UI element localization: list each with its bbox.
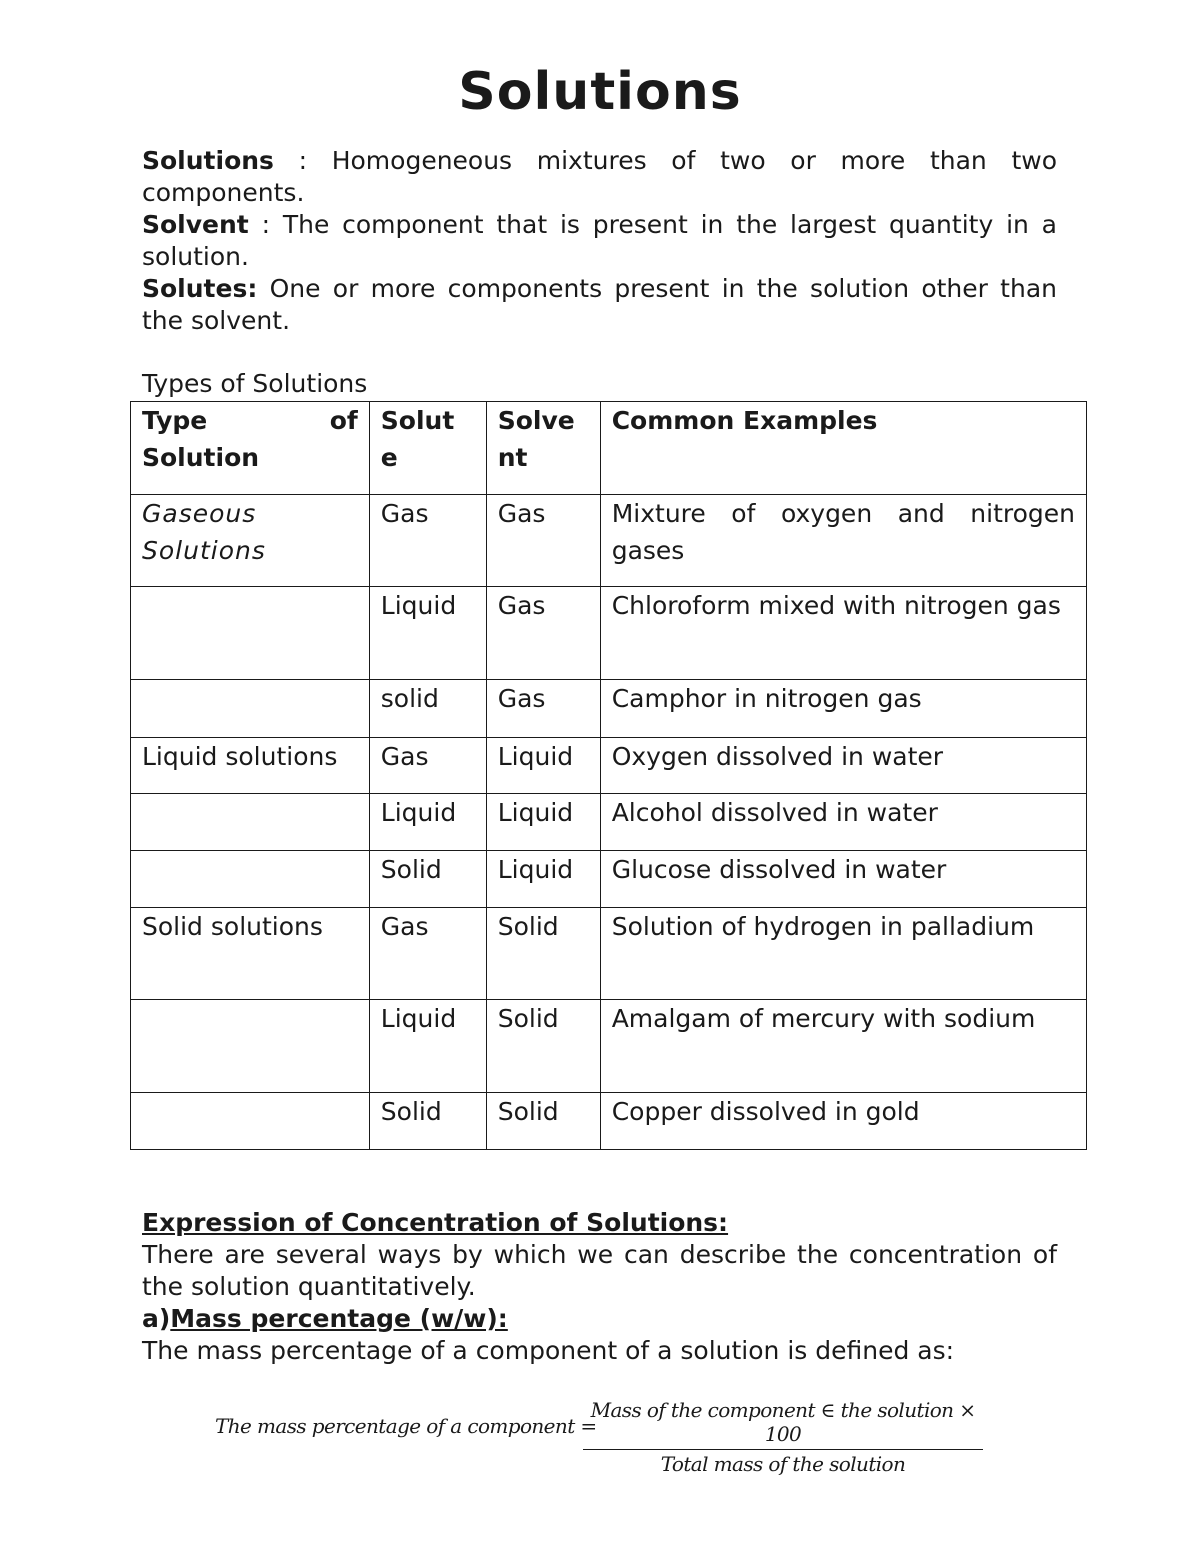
cell-example: Solution of hydrogen in palladium (600, 908, 1086, 1000)
cell-solute: Gas (369, 738, 486, 794)
cell-example: Copper dissolved in gold (600, 1093, 1086, 1150)
table-row (131, 680, 1087, 738)
cell-example: Camphor in nitrogen gas (600, 680, 1086, 738)
table-row (131, 908, 1087, 1000)
mass-percentage-heading (142, 1303, 1057, 1335)
formula-numerator: Mass of the component ∈ the solution × 100 (583, 1398, 983, 1450)
table-row (131, 851, 1087, 908)
cell-type (131, 680, 370, 738)
table-row (131, 1000, 1087, 1093)
cell-solute: Solid (369, 851, 486, 908)
cell-solvent: Gas (486, 680, 600, 738)
cell-solute: Liquid (369, 587, 486, 680)
definition-text: One or more components present in the solution other than the solvent. (142, 274, 1057, 335)
cell-type: Liquid solutions (131, 738, 370, 794)
table-row (131, 1093, 1087, 1150)
cell-solvent: Solid (486, 908, 600, 1000)
definition-text: Homogeneous mixtures of two or more than two components. (142, 146, 1057, 207)
definition-solutions (142, 145, 1057, 209)
cell-type (131, 851, 370, 908)
cell-solvent: Liquid (486, 794, 600, 851)
definitions (142, 145, 1057, 337)
header-solvent: Solve nt (486, 402, 600, 495)
cell-solute: Solid (369, 1093, 486, 1150)
header-solution-word: Solution (142, 443, 260, 472)
table-row (131, 794, 1087, 851)
cell-solute: Liquid (369, 1000, 486, 1093)
formula-denominator: Total mass of the solution (660, 1452, 906, 1476)
header-type-word: Type (142, 406, 208, 435)
cell-example: Alcohol dissolved in water (600, 794, 1086, 851)
mass-percentage-formula (215, 1398, 995, 1476)
definition-separator (257, 274, 269, 303)
table-row (131, 495, 1087, 587)
cell-solvent: Liquid (486, 851, 600, 908)
cell-example: Glucose dissolved in water (600, 851, 1086, 908)
cell-example: Oxygen dissolved in water (600, 738, 1086, 794)
cell-solvent: Gas (486, 587, 600, 680)
definition-separator: : (248, 210, 283, 239)
cell-type (131, 587, 370, 680)
cell-solute: Liquid (369, 794, 486, 851)
table-header-row (131, 402, 1087, 495)
header-solute: Solut e (369, 402, 486, 495)
table-caption: Types of Solutions (142, 369, 368, 398)
cell-solute: Gas (369, 908, 486, 1000)
cell-type: Gaseous Solutions (131, 495, 370, 587)
cell-solvent: Liquid (486, 738, 600, 794)
subsection-title: Mass percentage (w/w): (170, 1304, 508, 1333)
solution-types-table (130, 401, 1087, 1150)
concentration-intro: There are several ways by which we can describe the concentration of the solution quantitatively. (142, 1240, 1057, 1301)
header-examples: Common Examples (600, 402, 1086, 495)
subsection-prefix: a) (142, 1304, 171, 1333)
cell-solvent: Gas (486, 495, 600, 587)
cell-solute: Gas (369, 495, 486, 587)
cell-type (131, 1093, 370, 1150)
cell-type (131, 1000, 370, 1093)
header-type (131, 402, 370, 495)
definition-text: The component that is present in the largest quantity in a solution. (142, 210, 1057, 271)
header-of-word: of (329, 406, 358, 435)
table-row (131, 738, 1087, 794)
cell-solute: solid (369, 680, 486, 738)
definition-solvent (142, 209, 1057, 273)
cell-type: Solid solutions (131, 908, 370, 1000)
cell-solvent: Solid (486, 1093, 600, 1150)
definition-term: Solutes: (142, 274, 258, 303)
cell-example: Amalgam of mercury with sodium (600, 1000, 1086, 1093)
mass-percentage-text: The mass percentage of a component of a solution is defined as: (142, 1336, 955, 1365)
cell-solvent: Solid (486, 1000, 600, 1093)
definition-term: Solvent (142, 210, 249, 239)
cell-type (131, 794, 370, 851)
formula-fraction (583, 1398, 983, 1476)
cell-example: Mixture of oxygen and nitrogen gases (600, 495, 1086, 587)
concentration-section (142, 1207, 1057, 1367)
table-row (131, 587, 1087, 680)
concentration-heading: Expression of Concentration of Solutions: (142, 1208, 729, 1237)
definition-solutes (142, 273, 1057, 337)
page-title: Solutions (458, 62, 742, 122)
definition-term: Solutions (142, 146, 274, 175)
cell-example: Chloroform mixed with nitrogen gas (600, 587, 1086, 680)
definition-separator: : (273, 146, 332, 175)
formula-lhs: The mass percentage of a component = (215, 1414, 597, 1438)
